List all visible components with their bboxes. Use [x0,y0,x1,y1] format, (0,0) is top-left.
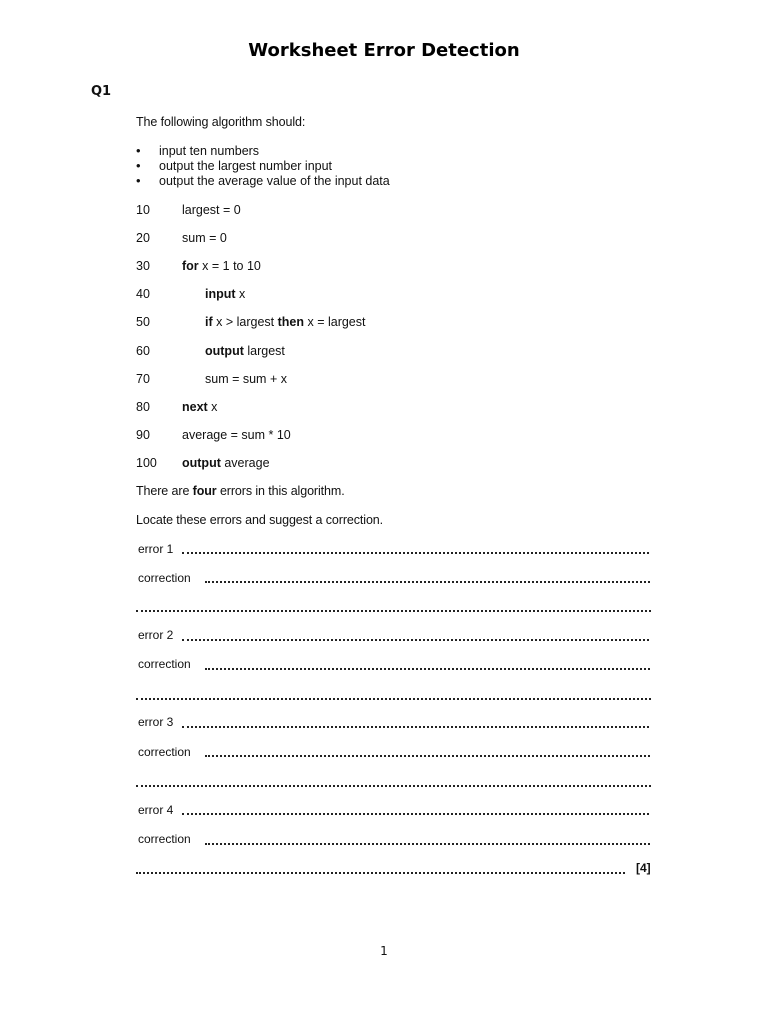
answer-line[interactable] [136,785,651,787]
code-line [182,428,291,442]
errors-statement [136,484,345,498]
answer-line[interactable] [205,843,650,845]
correction-label: correction [138,745,191,759]
code-text: x = 1 to 10 [198,259,261,273]
line-number: 100 [136,456,157,470]
correction-label: correction [138,657,191,671]
answer-line[interactable] [182,726,649,728]
code-keyword: for [182,259,199,273]
code-line [205,344,285,358]
code-text: largest [243,344,285,358]
error-label: error 4 [138,803,174,817]
answer-line[interactable] [136,610,651,612]
error-label: error 1 [138,542,174,556]
errors-statement-count: four [192,484,217,498]
code-line [182,400,217,414]
code-keyword: if [205,315,213,329]
line-number: 20 [136,231,150,245]
answer-line[interactable] [182,639,649,641]
code-line [182,456,270,470]
code-text: x [207,400,218,414]
code-text: sum = sum + x [205,372,287,386]
line-number: 10 [136,203,150,217]
code-text: x [235,287,246,301]
error-label: error 2 [138,628,174,642]
code-line [205,287,245,301]
page-number: 1 [380,944,388,958]
line-number: 70 [136,372,150,386]
code-text: x > largest [212,315,278,329]
code-keyword: output [205,344,244,358]
code-line [205,372,287,386]
intro-text: The following algorithm should: [136,115,306,129]
marks-label: [4] [636,861,651,875]
bullet-icon: • [136,143,141,158]
code-keyword: input [205,287,236,301]
code-line [182,259,261,273]
code-text: sum = 0 [182,231,227,245]
answer-line[interactable] [182,813,649,815]
bullet-text: input ten numbers [159,144,260,158]
errors-statement-after: errors in this algorithm. [216,484,345,498]
bullet-text: output the largest number input [159,159,333,173]
correction-label: correction [138,832,191,846]
bullet-text: output the average value of the input data [159,174,390,188]
answer-line[interactable] [136,872,625,874]
question-number: Q1 [91,84,112,99]
answer-line[interactable] [136,698,651,700]
code-keyword: then [277,315,304,329]
line-number: 40 [136,287,150,301]
line-number: 50 [136,315,150,329]
line-number: 60 [136,344,150,358]
code-text: average = sum * 10 [182,428,291,442]
code-line [205,315,366,329]
page-title: Worksheet Error Detection [248,40,520,61]
code-keyword: next [182,400,208,414]
code-line [182,203,241,217]
bullet-icon: • [136,173,141,188]
answer-line[interactable] [182,552,649,554]
answer-line[interactable] [205,581,650,583]
line-number: 90 [136,428,150,442]
code-keyword: output [182,456,221,470]
answer-line[interactable] [205,668,650,670]
code-line [182,231,227,245]
line-number: 80 [136,400,150,414]
bullet-icon: • [136,158,141,173]
errors-statement-before: There are [136,484,193,498]
code-text: largest = 0 [182,203,241,217]
line-number: 30 [136,259,150,273]
instruction-text: Locate these errors and suggest a correction. [136,513,384,527]
error-label: error 3 [138,715,174,729]
code-text: x = largest [304,315,366,329]
answer-line[interactable] [205,755,650,757]
code-text: average [220,456,270,470]
correction-label: correction [138,571,191,585]
